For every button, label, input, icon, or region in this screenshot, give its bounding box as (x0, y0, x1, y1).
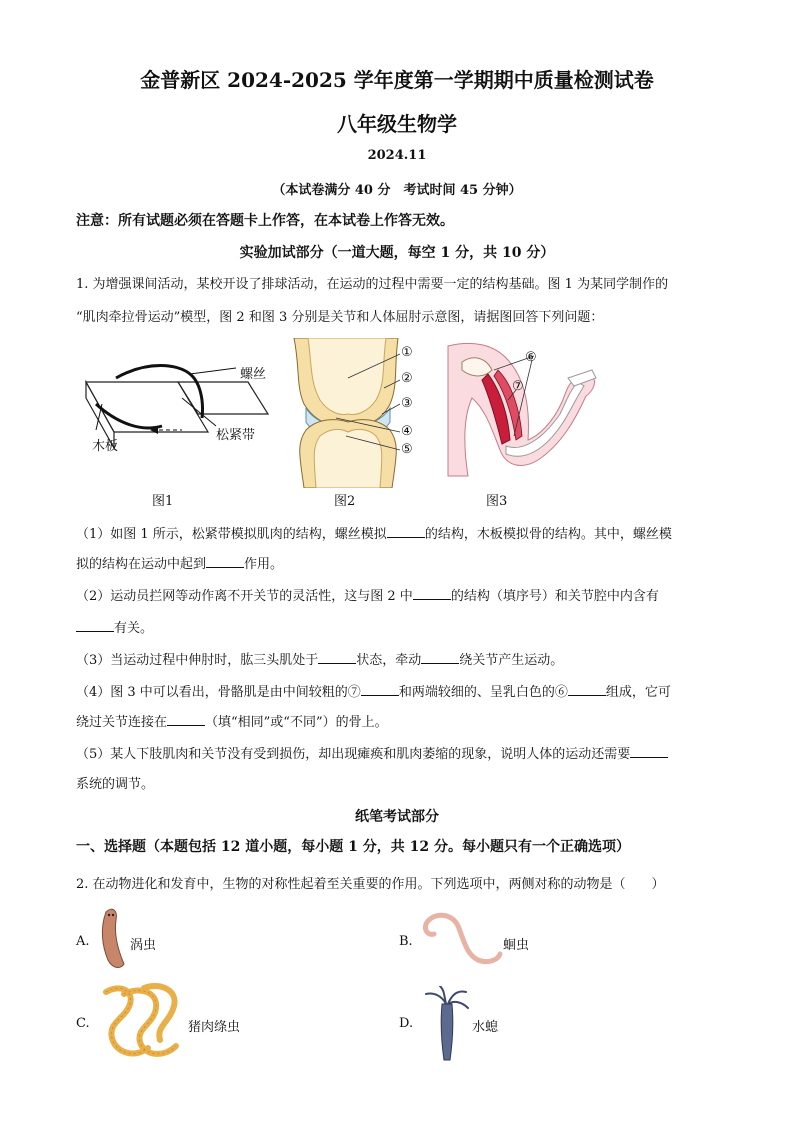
sub4-line1: （4）图 3 中可以看出，骨骼肌是由中间较粗的⑦ 和两端较细的、呈乳白色的⑥ 组成，它可 (76, 685, 671, 700)
answer-blank-9[interactable] (167, 713, 205, 726)
sub2-line2: 有关。 (76, 617, 153, 636)
sub2-line1: （2）运动员拦网等动作离不开关节的灵活性，这与图 2 中 的结构（填序号）和关节腔中内含有 (76, 589, 659, 604)
sub4-line2: 绕过关节连接在 （填“相同”或“不同”）的骨上。 (76, 715, 388, 730)
option-b-letter[interactable]: B. (399, 934, 413, 949)
answer-blank-8[interactable] (568, 683, 606, 696)
section1-heading: 实验加试部分（一道大题，每空 1 分，共 10 分） (239, 245, 555, 261)
answer-blank-2[interactable] (206, 555, 244, 568)
sub5-line1: （5）某人下肢肌肉和关节没有受到损伤，却出现瘫痪和肌肉萎缩的现象，说明人体的运动还需要 (76, 743, 668, 762)
option-d-letter[interactable]: D. (399, 1016, 414, 1031)
fig1-label-board: 木板 (92, 439, 119, 454)
sub5-line2: 系统的调节。 (76, 777, 155, 792)
exam-subtitle: 八年级生物学 (337, 112, 457, 136)
option-b-label[interactable]: 蛔虫 (503, 938, 530, 953)
option-c-letter[interactable]: C. (76, 1016, 90, 1031)
tapeworm-image (100, 982, 184, 1064)
fig3-mark-6: ⑥ (525, 350, 537, 365)
option-d-label[interactable]: 水螅 (472, 1020, 499, 1035)
fig2-mark-1: ① (401, 345, 413, 360)
answer-blank-4[interactable] (76, 619, 114, 632)
fig2-caption: 图2 (334, 494, 356, 509)
flatworm-image (96, 906, 128, 972)
answer-blank-7[interactable] (361, 683, 399, 696)
figure2-joint-diagram (286, 338, 426, 488)
hydra-image (422, 986, 472, 1064)
fig1-caption: 图1 (152, 494, 174, 509)
exam-title: 金普新区 2024-2025 学年度第一学期期中质量检测试卷 (140, 68, 654, 92)
answer-blank-6[interactable] (421, 651, 459, 664)
sub3-line: （3）当运动过程中伸肘时，肱三头肌处于 状态，牵动 绕关节产生运动。 (76, 653, 564, 668)
figure3-arm-flexion (442, 340, 602, 480)
option-c-label[interactable]: 猪肉绦虫 (188, 1020, 241, 1035)
q1-line1: 1. 为增强课间活动，某校开设了排球活动，在运动的过程中需要一定的结构基础。图 1 为某同学制作的 (76, 277, 669, 292)
answer-blank-1[interactable] (387, 525, 425, 538)
roundworm-image (418, 910, 504, 972)
option-a-letter[interactable]: A. (76, 934, 90, 949)
q1-line2: “肌肉牵拉骨运动”模型，图 2 和图 3 分别是关节和人体屈肘示意图，请据图回答下列问题： (76, 310, 604, 325)
answer-blank-3[interactable] (413, 587, 451, 600)
section2-heading: 纸笔考试部分 (355, 809, 439, 825)
fig2-mark-4: ④ (401, 424, 413, 439)
fig3-caption: 图3 (486, 494, 508, 509)
fig2-mark-5: ⑤ (401, 442, 413, 457)
q2-stem: 2. 在动物进化和发育中，生物的对称性起着至关重要的作用。下列选项中，两侧对称的动物是（ ） (76, 877, 665, 892)
answer-blank-10[interactable] (630, 745, 668, 758)
fig3-mark-7: ⑦ (512, 379, 524, 394)
sub1-line1: （1）如图 1 所示，松紧带模拟肌肉的结构，螺丝模拟 的结构，木板模拟骨的结构。其中，螺丝模 (76, 527, 672, 542)
exam-notice: 注意：所有试题必须在答题卡上作答，在本试卷上作答无效。 (76, 213, 454, 229)
option-a-label[interactable]: 涡虫 (130, 938, 157, 953)
exam-info: （本试卷满分 40 分 考试时间 45 分钟） (272, 183, 522, 198)
answer-blank-5[interactable] (318, 651, 356, 664)
exam-date: 2024.11 (367, 148, 427, 163)
fig1-label-screw: 螺丝 (240, 367, 267, 382)
fig1-label-band: 松紧带 (216, 428, 256, 443)
fig2-mark-3: ③ (401, 396, 413, 411)
sub1-line2: 拟的结构在运动中起到 作用。 (76, 557, 284, 572)
part1-heading: 一、选择题（本题包括 12 道小题，每小题 1 分，共 12 分。每小题只有一个正确选项） (76, 839, 630, 855)
fig2-mark-2: ② (401, 371, 413, 386)
